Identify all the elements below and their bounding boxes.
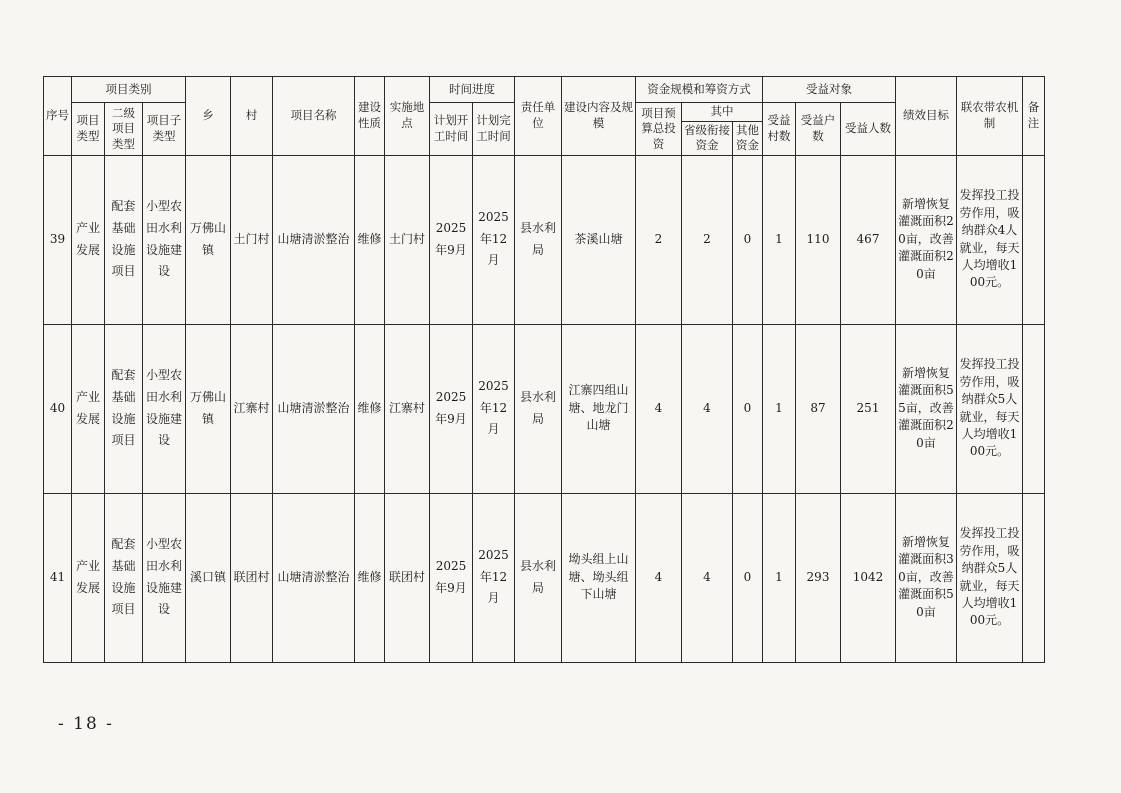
header-category: 项目类别 xyxy=(72,77,186,103)
table-body xyxy=(44,155,1045,662)
cell-seq: 39 xyxy=(44,155,72,324)
cell-remark xyxy=(1023,493,1045,662)
cell-provincial: 4 xyxy=(682,324,733,493)
cell-town: 溪口镇 xyxy=(186,493,231,662)
cell-start: 2025年9月 xyxy=(430,324,473,493)
header-end: 计划完工时间 xyxy=(473,103,515,156)
cell-unit: 县水利局 xyxy=(515,155,562,324)
cell-ben-people: 251 xyxy=(841,324,896,493)
cell-mechanism: 发挥投工投劳作用，吸纳群众5人就业，每天人均增收100元。 xyxy=(957,493,1023,662)
cell-town: 万佛山镇 xyxy=(186,155,231,324)
cell-nature: 维修 xyxy=(355,155,385,324)
header-type: 项目类型 xyxy=(72,103,105,156)
header-town: 乡 xyxy=(186,77,231,156)
cell-mechanism: 发挥投工投劳作用，吸纳群众5人就业，每天人均增收100元。 xyxy=(957,324,1023,493)
header-other: 其他资金 xyxy=(733,121,763,155)
cell-ben-households: 110 xyxy=(796,155,841,324)
header-ben-villages: 受益村数 xyxy=(763,103,796,156)
cell-other: 0 xyxy=(733,324,763,493)
cell-provincial: 2 xyxy=(682,155,733,324)
header-ben-people: 受益人数 xyxy=(841,103,896,156)
cell-village: 联团村 xyxy=(231,493,273,662)
cell-name: 山塘清淤整治 xyxy=(273,324,355,493)
project-table xyxy=(43,76,1045,663)
table-row xyxy=(44,324,1045,493)
header-start: 计划开工时间 xyxy=(430,103,473,156)
cell-nature: 维修 xyxy=(355,324,385,493)
cell-content: 茶溪山塘 xyxy=(562,155,636,324)
cell-seq: 40 xyxy=(44,324,72,493)
cell-ben-villages: 1 xyxy=(763,493,796,662)
cell-provincial: 4 xyxy=(682,493,733,662)
cell-budget: 4 xyxy=(636,324,682,493)
project-table-container xyxy=(43,76,1045,663)
cell-content: 江寨四组山塘、地龙门山塘 xyxy=(562,324,636,493)
cell-goal: 新增恢复灌溉面积55亩，改善灌溉面积20亩 xyxy=(896,324,957,493)
cell-remark xyxy=(1023,155,1045,324)
cell-type: 产业发展 xyxy=(72,155,105,324)
cell-budget: 4 xyxy=(636,493,682,662)
header-provincial: 省级衔接资金 xyxy=(682,121,733,155)
page-number: - 18 - xyxy=(58,714,114,734)
cell-sub3: 小型农田水利设施建设 xyxy=(143,155,186,324)
cell-ben-households: 87 xyxy=(796,324,841,493)
cell-village: 土门村 xyxy=(231,155,273,324)
cell-goal: 新增恢复灌溉面积20亩，改善灌溉面积20亩 xyxy=(896,155,957,324)
cell-other: 0 xyxy=(733,155,763,324)
header-of-which: 其中 xyxy=(682,103,763,122)
cell-ben-villages: 1 xyxy=(763,155,796,324)
cell-name: 山塘清淤整治 xyxy=(273,155,355,324)
cell-sub2: 配套基础设施项目 xyxy=(105,493,143,662)
header-budget: 项目预算总投资 xyxy=(636,103,682,156)
cell-ben-people: 467 xyxy=(841,155,896,324)
cell-sub2: 配套基础设施项目 xyxy=(105,324,143,493)
cell-town: 万佛山镇 xyxy=(186,324,231,493)
header-content: 建设内容及规模 xyxy=(562,77,636,156)
cell-type: 产业发展 xyxy=(72,324,105,493)
cell-sub3: 小型农田水利设施建设 xyxy=(143,324,186,493)
cell-mechanism: 发挥投工投劳作用，吸纳群众4人就业，每天人均增收100元。 xyxy=(957,155,1023,324)
cell-start: 2025年9月 xyxy=(430,155,473,324)
cell-content: 坳头组上山塘、坳头组下山塘 xyxy=(562,493,636,662)
cell-site: 江寨村 xyxy=(385,324,430,493)
cell-ben-households: 293 xyxy=(796,493,841,662)
header-seq: 序号 xyxy=(44,77,72,156)
header-schedule: 时间进度 xyxy=(430,77,515,103)
header-remark: 备注 xyxy=(1023,77,1045,156)
cell-unit: 县水利局 xyxy=(515,493,562,662)
cell-type: 产业发展 xyxy=(72,493,105,662)
header-name: 项目名称 xyxy=(273,77,355,156)
cell-budget: 2 xyxy=(636,155,682,324)
cell-end: 2025年12月 xyxy=(473,324,515,493)
header-beneficiary: 受益对象 xyxy=(763,77,896,103)
cell-end: 2025年12月 xyxy=(473,493,515,662)
cell-site: 土门村 xyxy=(385,155,430,324)
header-goal: 绩效目标 xyxy=(896,77,957,156)
header-funds: 资金规模和筹资方式 xyxy=(636,77,763,103)
header-mechanism: 联农带农机制 xyxy=(957,77,1023,156)
cell-name: 山塘清淤整治 xyxy=(273,493,355,662)
cell-sub2: 配套基础设施项目 xyxy=(105,155,143,324)
cell-remark xyxy=(1023,324,1045,493)
table-row xyxy=(44,155,1045,324)
cell-seq: 41 xyxy=(44,493,72,662)
header-village: 村 xyxy=(231,77,273,156)
cell-site: 联团村 xyxy=(385,493,430,662)
table-row xyxy=(44,493,1045,662)
cell-ben-villages: 1 xyxy=(763,324,796,493)
cell-goal: 新增恢复灌溉面积30亩，改善灌溉面积50亩 xyxy=(896,493,957,662)
header-sub3: 项目子类型 xyxy=(143,103,186,156)
cell-start: 2025年9月 xyxy=(430,493,473,662)
header-unit: 责任单位 xyxy=(515,77,562,156)
cell-ben-people: 1042 xyxy=(841,493,896,662)
cell-sub3: 小型农田水利设施建设 xyxy=(143,493,186,662)
header-site: 实施地点 xyxy=(385,77,430,156)
header-sub2: 二级项目类型 xyxy=(105,103,143,156)
cell-nature: 维修 xyxy=(355,493,385,662)
cell-other: 0 xyxy=(733,493,763,662)
header-nature: 建设性质 xyxy=(355,77,385,156)
header-ben-households: 受益户数 xyxy=(796,103,841,156)
cell-end: 2025年12月 xyxy=(473,155,515,324)
cell-village: 江寨村 xyxy=(231,324,273,493)
cell-unit: 县水利局 xyxy=(515,324,562,493)
